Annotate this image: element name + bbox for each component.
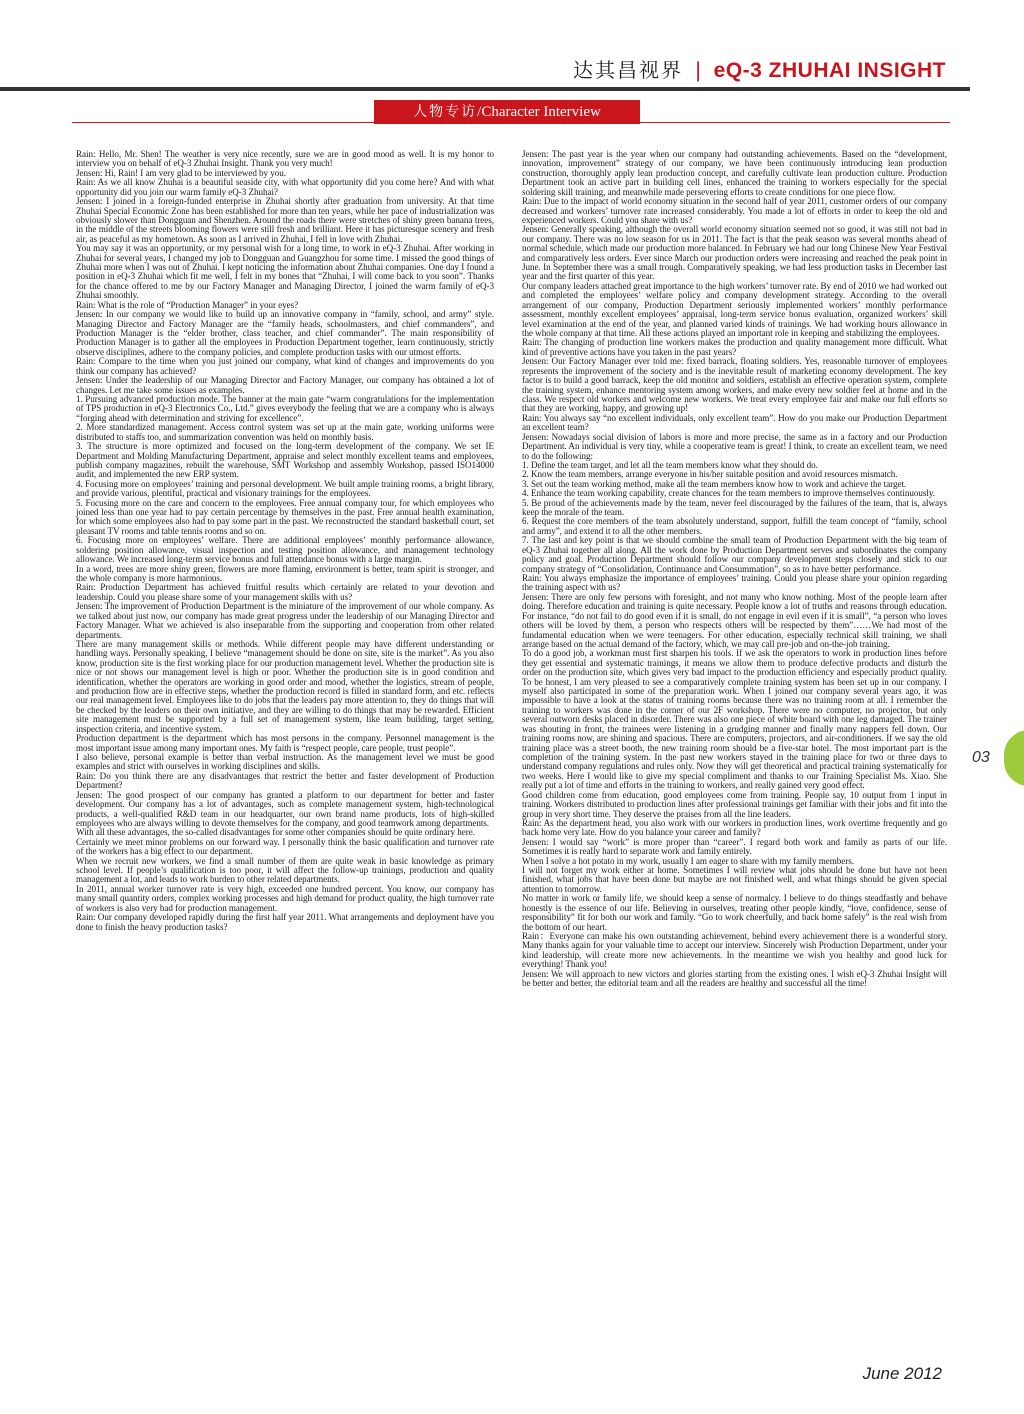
header-title-cn: 达其昌视界	[572, 58, 683, 82]
interview-paragraph: Jensen: The past year is the year when our company had outstanding achievements. Based on the “development, innovation, improvement” strategy of our company, we have been continuously introducing lean production construction, thoroughly apply lean production concept, and carefully cultivate lean production culture. Production Department took an active part in building cell lines, enhanced the training to workers especially for the special soldering skill training, and meanwhile made persevering efforts to create conditions for one piece flow.	[522, 149, 947, 197]
interview-paragraph: Rain: As we all know Zhuhai is a beautiful seaside city, with what opportunity did you come here? And with what opportunity did you join our warm family eQ-3 Zhuhai?	[76, 177, 494, 197]
interview-paragraph: I also believe, personal example is better than verbal instruction. As the management level we must be good examples and strict with ourselves in working disciplines and skills.	[76, 752, 494, 772]
interview-paragraph: Rain: What is the role of “Production Manager” in your eyes?	[76, 299, 299, 310]
section-underline	[72, 122, 950, 123]
interview-paragraph: Rain: Due to the impact of world economy situation in the second half of year 2011, customer orders of our company decreased and workers’ turnover rate increased considerably. You made a lot of efforts in order to keep the old and experienced workers. Could you share with us?	[522, 196, 947, 225]
interview-paragraph: Jensen: There are only few persons with foresight, and not many who know nothing. Most of the people learn after doing. Therefore education and training is quite necessary. People know a lot of truths and reasons through education. For instance, “do not fail to do good even if it is small, do not engage in evil even if it is small”, “a person who loves others will be loved by them, a person who respects others will be respected by them”……We had most of the fundamental education when we were teenagers. For other education, especially technical skill training, we shall arrange based on the actual demand of the factory, which, we may call pre-job and on-the-job training.	[522, 591, 947, 649]
interview-paragraph: Rain: You always say “no excellent individuals, only excellent team”. How do you make our Production Department an excellent team?	[522, 412, 947, 433]
section-slash: /	[477, 104, 482, 120]
header-rule	[0, 87, 970, 91]
interview-paragraph: Rain: Production Department has achieved fruitful results which certainly are related to your devotion and leadership. Could you please share some of your management skills with us?	[76, 582, 494, 602]
interview-paragraph: Rain: You always emphasize the importance of employees’ training. Could you please share your opinion regarding the training aspect with us?	[522, 572, 947, 593]
interview-paragraph: In a word, trees are more shiny green, flowers are more flaming, environment is better, team spirit is stronger, and the whole company is more harmonious.	[76, 563, 494, 583]
interview-paragraph: I will not forget my work either at home. Sometimes I will review what jobs should be done but have not been finished, what jobs that have been done but maybe are not finished well, and what things should be given special attention to tomorrow.	[522, 865, 947, 894]
interview-paragraph: Jensen: I joined in a foreign-funded enterprise in Zhuhai shortly after graduation from university. At that time Zhuhai Special Economic Zone has been established for more than ten years, while her pace of industrialization was obviously slower than Dongguan and Shenzhen. Around the roads there were stretches of shiny green banana trees, in the middle of the streets blooming flowers were still fresh and brilliant. Here it has picturesque scenery and fresh air, as peaceful as my hometown. As soon as I arrived in Zhuhai, I fell in love with Zhuhai.	[76, 196, 494, 244]
interview-paragraph: 3. The structure is more optimized and focused on the long-term development of the company. We set IE Department and Molding Manufacturing Department, appraise and select monthly excellent teams and employees, publish company magazines, rebuilt the warehouse, SMT Workshop and assembly Workshop, passed ISO14000 audit, and implemented the new ERP system.	[76, 441, 494, 480]
interview-paragraph: 4. Focusing more on employees’ training and personal development. We built ample training rooms, a bright library, and provide various, plentiful, practical and visionary trainings for the employees.	[76, 478, 494, 499]
page-number: 03	[972, 749, 990, 766]
interview-paragraph: In 2011, annual worker turnover rate is very high, exceeded one hundred percent. You know, our company has many small quantity orders, complex working processes and high demand for product quality, the high turnover rate of workers is also very bad for production management.	[76, 883, 494, 913]
interview-paragraph: Jensen: Under the leadership of our Managing Director and Factory Manager, our company has obtained a lot of changes. Let me take some issues as examples.	[76, 375, 494, 395]
header-separator: |	[695, 59, 702, 82]
interview-paragraph: Production department is the department which has most persons in the company. Personnel management is the most important issue among many important ones. My faith is “respect people, care people, trust people”.	[76, 733, 494, 753]
interview-paragraph: 4. Enhance the team working capability, create chances for the team members to improve themselves continuously.	[522, 488, 935, 499]
interview-paragraph: 5. Be proud of the achievements made by the team, never feel discouraged by the failures of the team, that is, always keep the morale of the team.	[522, 497, 947, 518]
interview-paragraph: 3. Set out the team working method, make all the team members know how to work and achieve the target.	[522, 478, 907, 489]
interview-paragraph: 7. The last and key point is that we should combine the small team of Production Department with the big team of eQ-3 Zhuhai together all along. All the work done by Production Department serves and subordinates the company policy and goal. Production Department should follow our company development steps closely and stick to our company strategy of “Consolidation, Continuance and Consummation”, so as to have better performance.	[522, 535, 947, 574]
interview-column-right	[522, 150, 947, 989]
interview-paragraph: Certainly we meet minor problems on our forward way. I personally think the basic qualification and turnover rate of the workers has a big effect to our department.	[76, 836, 494, 857]
interview-paragraph: 5. Focusing more on the care and concern to the employees. Free annual company tour, for which employees who joined less than one year had to pay certain percentage by themselves in the past. Free annual health examination, for which some employees also had to pay some part in the past. We reconstructed the standard basketball court, set pleasant TV rooms and table tennis rooms and so on.	[76, 497, 494, 536]
interview-paragraph: Rain: The changing of production line workers makes the production and quality management more difficult. What kind of preventive actions have you taken in the past years?	[522, 337, 947, 357]
interview-paragraph: Jensen: Our Factory Manager ever told me: fixed barrack, floating soldiers. Yes, reasonable turnover of employees represents the improvement of the society and is the inevitable result of marketing economy development. The key factor is to build a good barrack, keep the old monitor and soldiers, establish an effective operation system, complete the training system, enhance mentoring system among workers, and make every new soldier feel at home and in the class. We respect old workers and welcome new workers. We treat every employee fair and make our full efforts so that they are working, happy, and growing up!	[522, 356, 947, 414]
interview-paragraph: When I solve a hot potato in my work, usually I am eager to share with my family members.	[522, 855, 854, 866]
interview-paragraph: Our company leaders attached great importance to the high workers’ turnover rate. By end of 2010 we had worked out and completed the employees’ welfare policy and company development strategy. According to the overall arrangement of our company, Production Department seriously implemented workers’ monthly performance assessment, monthly excellent employees’ appraisal, long-term service bonus evaluation, organized workers’ skill level examination at the end of the year, and planned varied kinds of trainings. We had working hours allowance in the whole company at that time. All these actions played an important role in keeping and stabilizing the employees.	[522, 280, 947, 339]
interview-paragraph: Rain: As the department head, you also work with our workers in production lines, work overtime frequently and go back home very late. How do you balance your career and family?	[522, 817, 947, 838]
interview-paragraph: 2. More standardized management. Access control system was set up at the main gate, working uniforms were distributed to staffs too, and summarization convention was held on monthly basis.	[76, 422, 494, 442]
interview-paragraph: Rain: Do you think there are any disadvantages that restrict the better and faster development of Production Department?	[76, 770, 494, 791]
interview-paragraph: Rain: Hello, Mr. Shen! The weather is very nice recently, sure we are in good mood as well. It is my honor to interview you on behalf of eQ-3 Zhuhai Insight. Thank you very much!	[76, 149, 494, 169]
header-title-en: eQ-3 ZHUHAI INSIGHT	[713, 59, 946, 82]
issue-date: June 2012	[862, 1364, 942, 1383]
page-tab-marker	[1004, 730, 1024, 786]
section-label-cn: 人物专访	[413, 104, 478, 120]
interview-paragraph: Jensen: The good prospect of our company has granted a platform to our department for better and faster development. Our company has a lot of advantages, such as complete management system, high-technological products, a well-qualified R&D team in our headquarter, our own brand name products, lots of high-skilled employees who are always willing to devote themselves for the company, and good teamwork among departments.	[76, 789, 494, 828]
interview-column-left	[76, 150, 494, 932]
interview-paragraph: With all these advantages, the so-called disadvantages for some other companies should be quite ordinary here.	[76, 827, 475, 838]
interview-paragraph: Jensen: Hi, Rain! I am very glad to be interviewed by you.	[76, 167, 286, 178]
interview-paragraph: Rain：Everyone can make his own outstanding achievement, behind every achievement there is a wonderful story. Many thanks again for your valuable time to accept our interview. Sincerely wish Production Department, under your kind leadership, will create more new achievements. In the meantime we wish you healthy and good luck for everything! Thank you!	[522, 931, 947, 970]
interview-paragraph: 1. Pursuing advanced production mode. The banner at the main gate “warm congratulations for the implementation of TPS production in eQ-3 Electronics Co., Ltd.” gives everybody the feeling that we are a company who is always “forging ahead with determination and striving for excellence”.	[76, 393, 494, 423]
interview-paragraph: No matter in work or family life, we should keep a sense of normalcy. I believe to do things steadfastly and behave honestly is the essence of our life. Believing in ourselves, treating other people kindly, “love, confidence, sense of responsibility” fit for both our work and family. “Go to work cheerfully, and back home safely” is the real wish from the bottom of our heart.	[522, 893, 947, 932]
interview-paragraph: Jensen: Generally speaking, although the overall world economy situation seemed not so good, it was still not bad in our company. There was no low season for us in 2011. The fact is that the peak season was several months ahead of normal schedule, which made our production more balanced. In February we had our long Chinese New Year Festival and comparatively less orders. Ever since March our production orders were increasing and reached the peak point in June. In September there was a small trough. Comparatively speaking, we had less production tasks in December last year and the first quarter of this year.	[522, 224, 947, 282]
interview-paragraph: There are many management skills or methods. While different people may have different understanding or handling ways. Personally speaking, I believe “management should be done on site, site is the market”. As you also know, production site is the first working place for our production management level. Whether the production site is nice or not shows our management level is high or poor. Whether the production site is in good condition and identification, whether the operators are working in good order and mood, whether the logistics, stream of people, and production flow are in effective steps, whether the production record is filled in standard form, and etc. reflects our real management level. Employees like to do jobs that the leaders pay more attention to, they do things that will be checked by the leaders on their own initiative, and they are willing to do things that may be rewarded. Efficient site management must be supported by a full set of management system, like team building, target setting, inspection criteria, and incentive system.	[76, 638, 494, 734]
interview-paragraph: Jensen: Nowadays social division of labors is more and more precise, the same as in a factory and our Production Department. An individual is very tiny, while a cooperative team is great! I think, to create an excellent team, we need to do the following:	[522, 431, 947, 461]
interview-paragraph: 1. Define the team target, and let all the team members know what they should do.	[522, 459, 818, 470]
interview-paragraph: To do a good job, a workman must first sharpen his tools. If we ask the operators to work in production lines before they get essential and systematic trainings, it means we allow them to produce defective products and disturb the order on the production site, which gives very bad impact to the production efficiency and especially product quality. To be honest, I am very pleased to see a comparatively complete training system has been set up in our company. I myself also participated in some of the preparation work. When I joined our company several years ago, it was impossible to have a look at the status of training rooms because there was no training room at all. I remember the training to workers was done in the corner of our 2F workshop. There were no computer, no projector, but only several outworn desks placed in disorder. There was also one piece of white board with one leg damaged. The trainer was shouting in front, the trainees were listening in a grudging manner and finally many nappers fell down. Our training rooms now, are shining and spacious. There are computers, projectors, and air-conditioners. If we say the old training place was a street booth, the new training room should be a five-star hotel. The most important part is the completion of the training system. In the past new workers stayed in the training place for two or three days to understand company regulations and rules only. Now they will get theoretical and practical training systematically for two weeks. Here I would like to give my special compliment and thanks to our Training Specialist Ms. Xiao. She really put a lot of time and efforts in the training to workers, and really gained very good effect.	[522, 648, 947, 791]
interview-paragraph: Jensen: I would say “work” is more proper than “career”. I regard both work and family as parts of our life. Sometimes it is really hard to separate work and family entirely.	[522, 836, 947, 857]
section-label-en: Character Interview	[481, 104, 601, 120]
magazine-header-title	[573, 54, 946, 83]
interview-paragraph: 2. Know the team members, arrange everyone in his/her suitable position and avoid resources mismatch.	[522, 469, 898, 480]
interview-paragraph: Jensen: The improvement of Production Department is the miniature of the improvement of our whole company. As we talked about just now, our company has made great progress under the leadership of our Managing Director and Factory Manager. What we achieved is also inseparable from the supporting and cooperation from other related departments.	[76, 601, 494, 640]
interview-paragraph: When we recruit new workers, we find a small number of them are quite weak in basic knowledge as primary school level. If people’s qualification is too poor, it will affect the follow-up trainings, production and quality management a lot, and leads to work burden to other related departments.	[76, 855, 494, 885]
interview-paragraph: Rain: Our company developed rapidly during the first half year 2011. What arrangements and deployment have you done to finish the heavy production tasks?	[76, 912, 494, 932]
interview-paragraph: 6. Focusing more on employees’ welfare. There are additional employees’ monthly performance allowance, soldering position allowance, visual inspection and testing position allowance, and management technology allowance. We increased long-term service bonus and full attendance bonus with a large margin.	[76, 535, 494, 565]
interview-paragraph: Good children come from education, good employees come from training. People say, 10 output from 1 input in training. Workers distributed to production lines after professional trainings get familiar with their jobs and fit into the group in very short time. They deserve the praises from all the line leaders.	[522, 789, 947, 819]
interview-paragraph: Rain: Compare to the time when you just joined our company, what kind of changes and improvements do you think our company has achieved?	[76, 356, 494, 376]
interview-paragraph: Jensen: We will approach to new victors and glories starting from the existing ones. I wish eQ-3 Zhuhai Insight will be better and better, the editorial team and all the readers are healthy and successful all the time!	[522, 968, 947, 989]
interview-paragraph: 6. Request the core members of the team absolutely understand, support, fulfill the team concept of “family, school and army”, and extend it to all the other members.	[522, 516, 947, 536]
section-banner	[374, 100, 640, 124]
interview-paragraph: Jensen: In our company we would like to build up an innovative company in “family, school, and army” style. Managing Director and Factory Manager are the “family heads, schoolmasters, and chief commanders”, and Production Manager is the “elder brother, class teacher, and chief commander”. The main responsibility of Production Manager is to gather all the employees in Production Department together, learn continuously, strictly observe disciplines, adhere to the company policies, and complete production tasks with our utmost efforts.	[76, 309, 494, 357]
interview-paragraph: You may say it was an opportunity, or my personal wish for a long time, to work in eQ-3 Zhuhai. After working in Zhuhai for several years, I changed my job to Dongguan and Guangzhou for some time. I missed the good things of Zhuhai more when I was out of Zhuhai. I kept noticing the information about Zhuhai companies. One day I found a position in eQ-3 Zhuhai which fit me well, I felt in my bones that “Zhuhai, I will come back to you soon”. Thanks for the chance offered to me by our Factory Manager and Managing Director, I joined the warm family of eQ-3 Zhuhai smoothly.	[76, 243, 494, 301]
